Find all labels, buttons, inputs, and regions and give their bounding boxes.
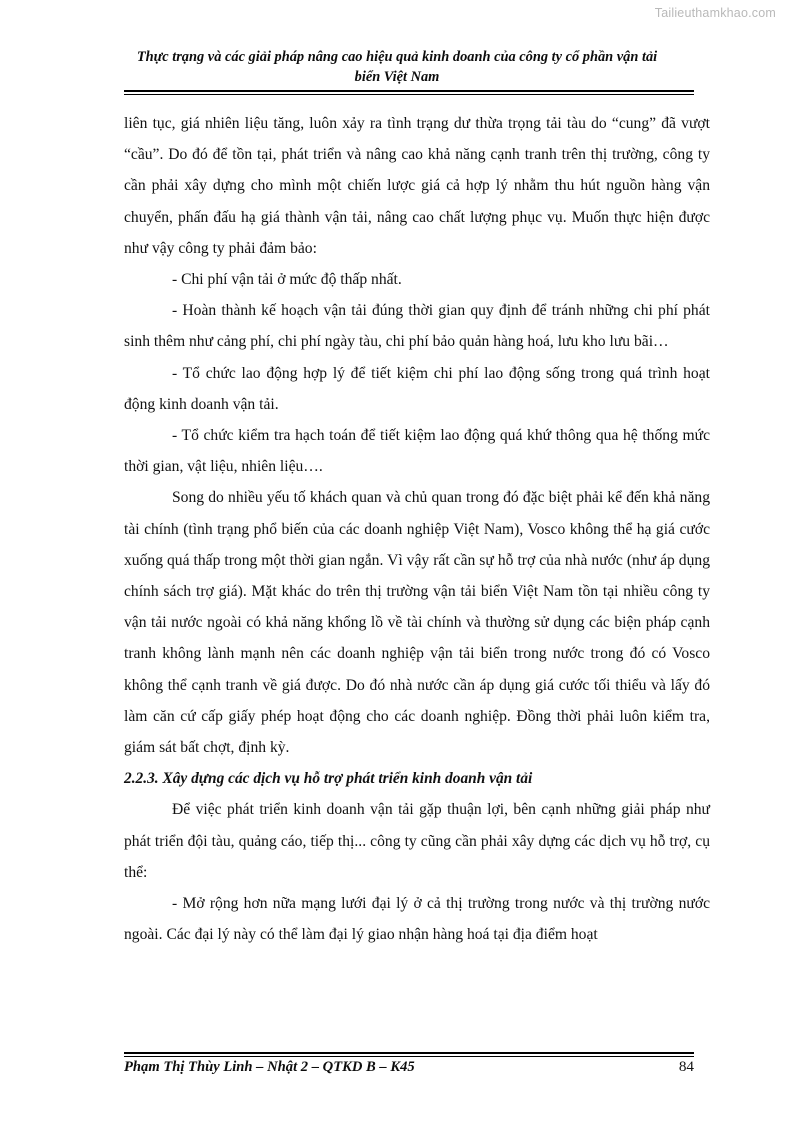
para-de-viec-phat-trien: Để việc phát triển kinh doanh vận tải gặp thuận lợi, bên cạnh những giải pháp như phát triển đội tàu, quảng cáo, tiếp thị... công ty cũng cần phải xây dựng các dịch vụ hỗ trợ, cụ thể: (124, 801, 710, 881)
para-continuation: liên tục, giá nhiên liệu tăng, luôn xảy ra tình trạng dư thừa trọng tải tàu do “cung” đã vượt “cầu”. Do đó để tồn tại, phát triển và nâng cao khả năng cạnh tranh trên thị trường, công ty cần phải xây dựng cho mình một chiến lược giá cả hợp lý nhằm thu hút nguồn hàng vận chuyển, phấn đấu hạ giá thành vận tải, nâng cao chất lượng phục vụ. Muốn thực hiện được như vậy công ty phải đảm bảo: (124, 115, 710, 257)
bullet-mo-rong-mang-luoi: - Mở rộng hơn nữa mạng lưới đại lý ở cả thị trường trong nước và thị trường nước ngoài. Các đại lý này có thể làm đại lý giao nhận hàng hoá tại địa điểm hoạt (124, 895, 710, 944)
bullet-hoan-thanh-ke-hoach: - Hoàn thành kế hoạch vận tải đúng thời gian quy định để tránh những chi phí phát sinh thêm như cảng phí, chi phí ngày tàu, chi phí bảo quản hàng hoá, lưu kho lưu bãi… (124, 302, 710, 351)
bullet-to-chuc-kiem-tra: - Tổ chức kiểm tra hạch toán để tiết kiệm lao động quá khứ thông qua hệ thống mức thời gian, vật liệu, nhiên liệu…. (124, 427, 710, 476)
heading-2-2-3: 2.2.3. Xây dựng các dịch vụ hỗ trợ phát triển kinh doanh vận tải (124, 770, 533, 788)
para-song-do-nhieu-yeu-to: Song do nhiều yếu tố khách quan và chủ quan trong đó đặc biệt phải kể đến khả năng tài chính (tình trạng phổ biến của các doanh nghiệp Việt Nam), Vosco không thể hạ giá cước xuống quá thấp trong một thời gian ngắn. Vì vậy rất cần sự hỗ trợ của nhà nước (như áp dụng chính sách trợ giá). Mặt khác do trên thị trường vận tải biển Việt Nam tồn tại nhiều công ty vận tải nước ngoài có khả năng khổng lồ về tài chính và thường sử dụng các biện pháp cạnh tranh không lành mạnh nên các doanh nghiệp vận tải biển trong nước trong đó có Vosco không thể cạnh tranh về giá được. Do đó nhà nước cần áp dụng giá cước tối thiểu và lấy đó làm căn cứ cấp giấy phép hoạt động cho các doanh nghiệp. Đồng thời phải luôn kiểm tra, giám sát bất chợt, định kỳ. (124, 489, 710, 757)
bullet-to-chuc-lao-dong: - Tổ chức lao động hợp lý để tiết kiệm chi phí lao động sống trong quá trình hoạt động kinh doanh vận tải. (124, 364, 710, 413)
watermark-text: Tailieuthamkhao.com (654, 6, 776, 20)
page-footer (124, 1058, 694, 1076)
page-number: 84 (678, 1058, 694, 1075)
header-rule (124, 90, 694, 95)
document-body (124, 108, 710, 950)
header-title: Thực trạng và các giải pháp nâng cao hiệu quả kinh doanh của công ty cổ phần vận tải biển Việt Nam (136, 49, 658, 85)
page-header (124, 47, 670, 87)
footer-rule (124, 1052, 694, 1057)
bullet-chi-phi-van-tai: - Chi phí vận tải ở mức độ thấp nhất. (172, 271, 402, 289)
footer-author: Phạm Thị Thùy Linh – Nhật 2 – QTKD B – K45 (124, 1059, 415, 1075)
